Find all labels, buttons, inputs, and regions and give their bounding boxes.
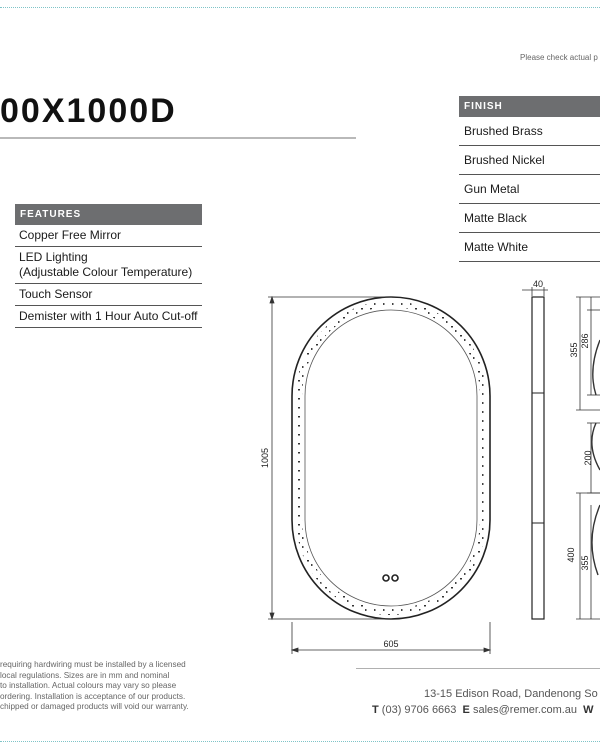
features-heading: FEATURES	[15, 204, 202, 225]
dimension-label-355-top: 355	[569, 342, 579, 358]
mirror-side-profile	[532, 297, 544, 619]
dimension-label-286: 286	[580, 333, 590, 349]
disclaimer-line: ordering. Installation is acceptance of our products.	[0, 691, 186, 701]
disclaimer	[0, 660, 215, 713]
contact-line	[372, 704, 594, 716]
phone-number: (03) 9706 6663	[381, 704, 457, 716]
height-dimension	[268, 297, 392, 619]
footer-rule	[356, 668, 600, 669]
check-note: Please check actual p	[520, 53, 598, 62]
company-address: 13-15 Edison Road, Dandenong So	[424, 688, 598, 700]
feature-item-detail: (Adjustable Colour Temperature)	[19, 265, 193, 279]
dimension-label-200: 200	[583, 450, 593, 466]
depth-dimension-label: 40	[532, 279, 544, 289]
email-link[interactable]: sales@remer.com.au	[472, 704, 578, 716]
web-label: W	[583, 704, 594, 716]
touch-sensor-icon	[383, 575, 389, 581]
feature-item: Touch Sensor	[19, 287, 93, 301]
product-code: 00X1000D	[0, 92, 177, 130]
side-view	[522, 287, 548, 619]
height-dimension-label: 1005	[260, 447, 270, 469]
email-label: E	[462, 704, 470, 716]
finish-item: Matte White	[464, 240, 529, 254]
finish-item: Gun Metal	[464, 182, 520, 196]
disclaimer-line: chipped or damaged products will void our warranty.	[0, 702, 189, 711]
dimension-label-355-bottom: 355	[580, 555, 590, 571]
feature-item: LED Lighting	[19, 250, 88, 264]
width-dimension-label: 605	[383, 639, 399, 649]
finish-item: Brushed Brass	[464, 124, 543, 138]
dimension-label-400: 400	[566, 547, 576, 563]
feature-item: Copper Free Mirror	[19, 228, 122, 242]
feature-item: Demister with 1 Hour Auto Cut-off	[19, 309, 198, 323]
led-strip	[299, 304, 483, 612]
disclaimer-line: to installation. Actual colours may vary so please	[0, 681, 177, 690]
disclaimer-line: requiring hardwiring must be installed by a licensed	[0, 660, 186, 669]
touch-sensor-icon	[392, 575, 398, 581]
phone-label: T	[372, 704, 379, 716]
finish-item: Brushed Nickel	[464, 153, 545, 167]
front-view	[292, 297, 490, 619]
width-dimension	[292, 622, 490, 654]
disclaimer-line: local regulations. Sizes are in mm and nominal	[0, 670, 170, 680]
finish-item: Matte Black	[464, 211, 527, 225]
mirror-inner-outline	[305, 310, 477, 606]
finish-heading: FINISH	[459, 96, 600, 117]
